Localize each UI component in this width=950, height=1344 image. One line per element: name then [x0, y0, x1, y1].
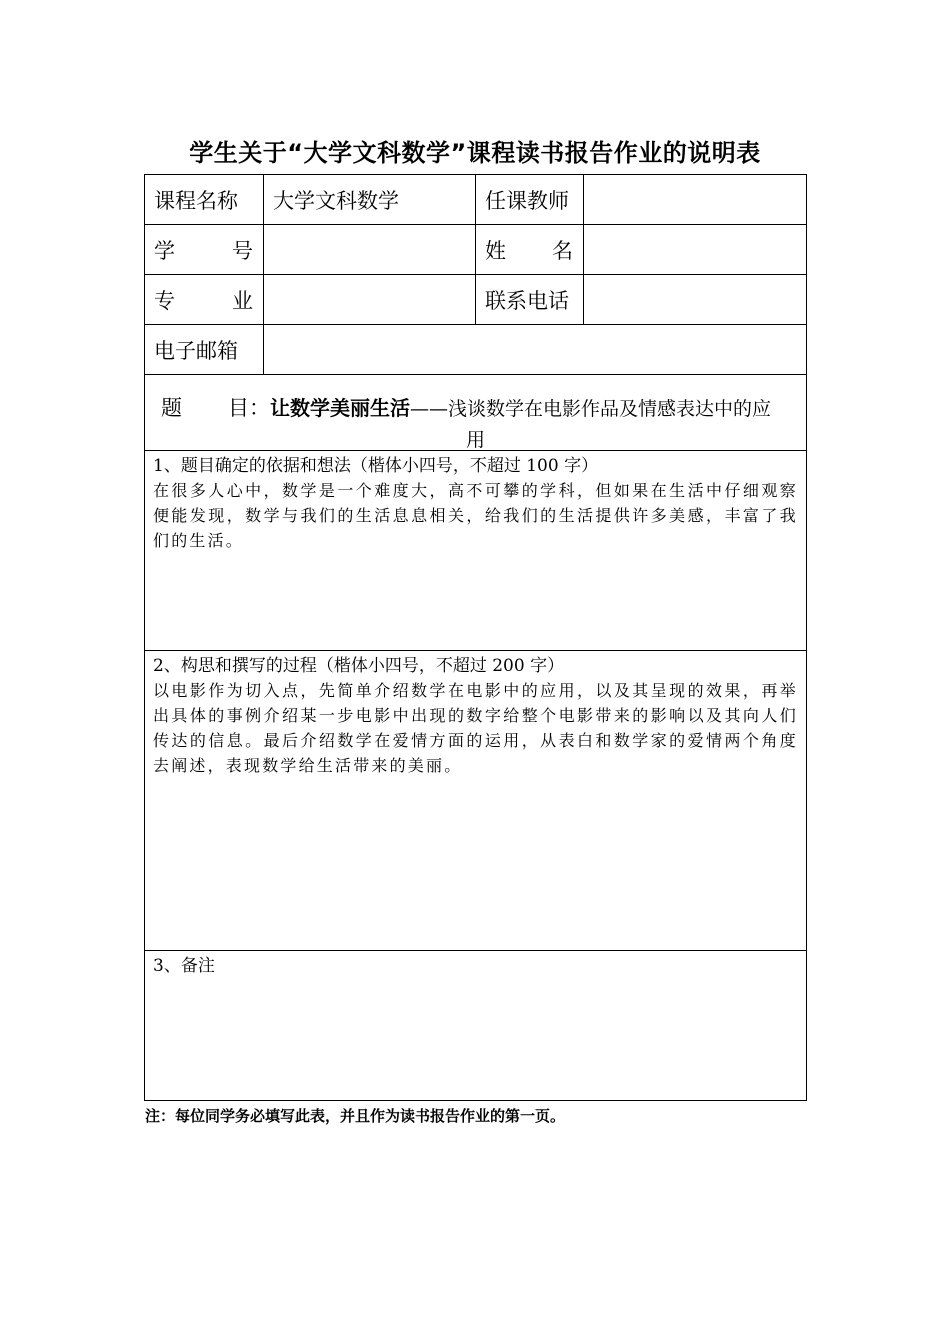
row-section-3 — [145, 951, 807, 1101]
row-section-2 — [145, 651, 807, 951]
report-info-form — [144, 174, 807, 1101]
name-label-char1: 姓 — [485, 238, 506, 263]
teacher-value[interactable] — [584, 175, 807, 225]
email-value[interactable] — [264, 325, 807, 375]
student-id-label-char2: 号 — [232, 238, 253, 263]
major-label-char2: 业 — [232, 288, 253, 313]
section-heading: 2、构思和撰写的过程（楷体小四号，不超过 200 字） — [153, 656, 565, 676]
course-name-label: 课程名称 — [145, 175, 264, 225]
section-body: 在很多人心中，数学是一个难度大，高不可攀的学科，但如果在生活中仔细观察便能发现，数学与我们的生活息息相关，给我们的生活提供许多美感，丰富了我们的生活。 — [153, 481, 798, 550]
teacher-label: 任课教师 — [476, 175, 584, 225]
subject-main-title: 让数学美丽生活 — [270, 396, 410, 420]
section-heading: 3、备注 — [153, 956, 215, 976]
row-section-1 — [145, 451, 807, 651]
phone-value[interactable] — [584, 275, 807, 325]
name-label-char2: 名 — [552, 238, 573, 263]
subject-label-char1: 题 — [161, 396, 182, 420]
major-label-char1: 专 — [154, 288, 175, 313]
subject-label-char2: 目： — [228, 396, 270, 420]
row-course — [145, 175, 807, 225]
row-email — [145, 325, 807, 375]
course-name-value[interactable]: 大学文科数学 — [264, 175, 476, 225]
page-title: 学生关于“大学文科数学”课程读书报告作业的说明表 — [189, 139, 761, 167]
section-process[interactable] — [145, 651, 807, 951]
major-label — [145, 275, 264, 325]
row-student — [145, 225, 807, 275]
name-label — [476, 225, 584, 275]
section-heading: 1、题目确定的依据和想法（楷体小四号，不超过 100 字） — [153, 456, 599, 476]
student-id-value[interactable] — [264, 225, 476, 275]
subject-subtitle-continued: 用 — [465, 429, 485, 451]
subject-subtitle: ——浅谈数学在电影作品及情感表达中的应 — [410, 398, 772, 420]
name-value[interactable] — [584, 225, 807, 275]
major-value[interactable] — [264, 275, 476, 325]
row-major — [145, 275, 807, 325]
student-id-label — [145, 225, 264, 275]
section-remarks[interactable] — [145, 951, 807, 1101]
subject-line — [161, 392, 796, 422]
student-id-label-char1: 学 — [154, 238, 175, 263]
phone-label: 联系电话 — [476, 275, 584, 325]
section-basis[interactable] — [145, 451, 807, 651]
subject-cell — [145, 375, 807, 451]
section-body: 以电影作为切入点，先简单介绍数学在电影中的应用，以及其呈现的效果，再举出具体的事例介绍某一步电影中出现的数字给整个电影带来的影响以及其向人们传达的信息。最后介绍数学在爱情方面的运用，从表白和数学家的爱情两个角度去阐述，表现数学给生活带来的美丽。 — [153, 681, 798, 775]
footnote: 注：每位同学务必填写此表，并且作为读书报告作业的第一页。 — [145, 1107, 566, 1125]
row-subject — [145, 375, 807, 451]
email-label: 电子邮箱 — [145, 325, 264, 375]
